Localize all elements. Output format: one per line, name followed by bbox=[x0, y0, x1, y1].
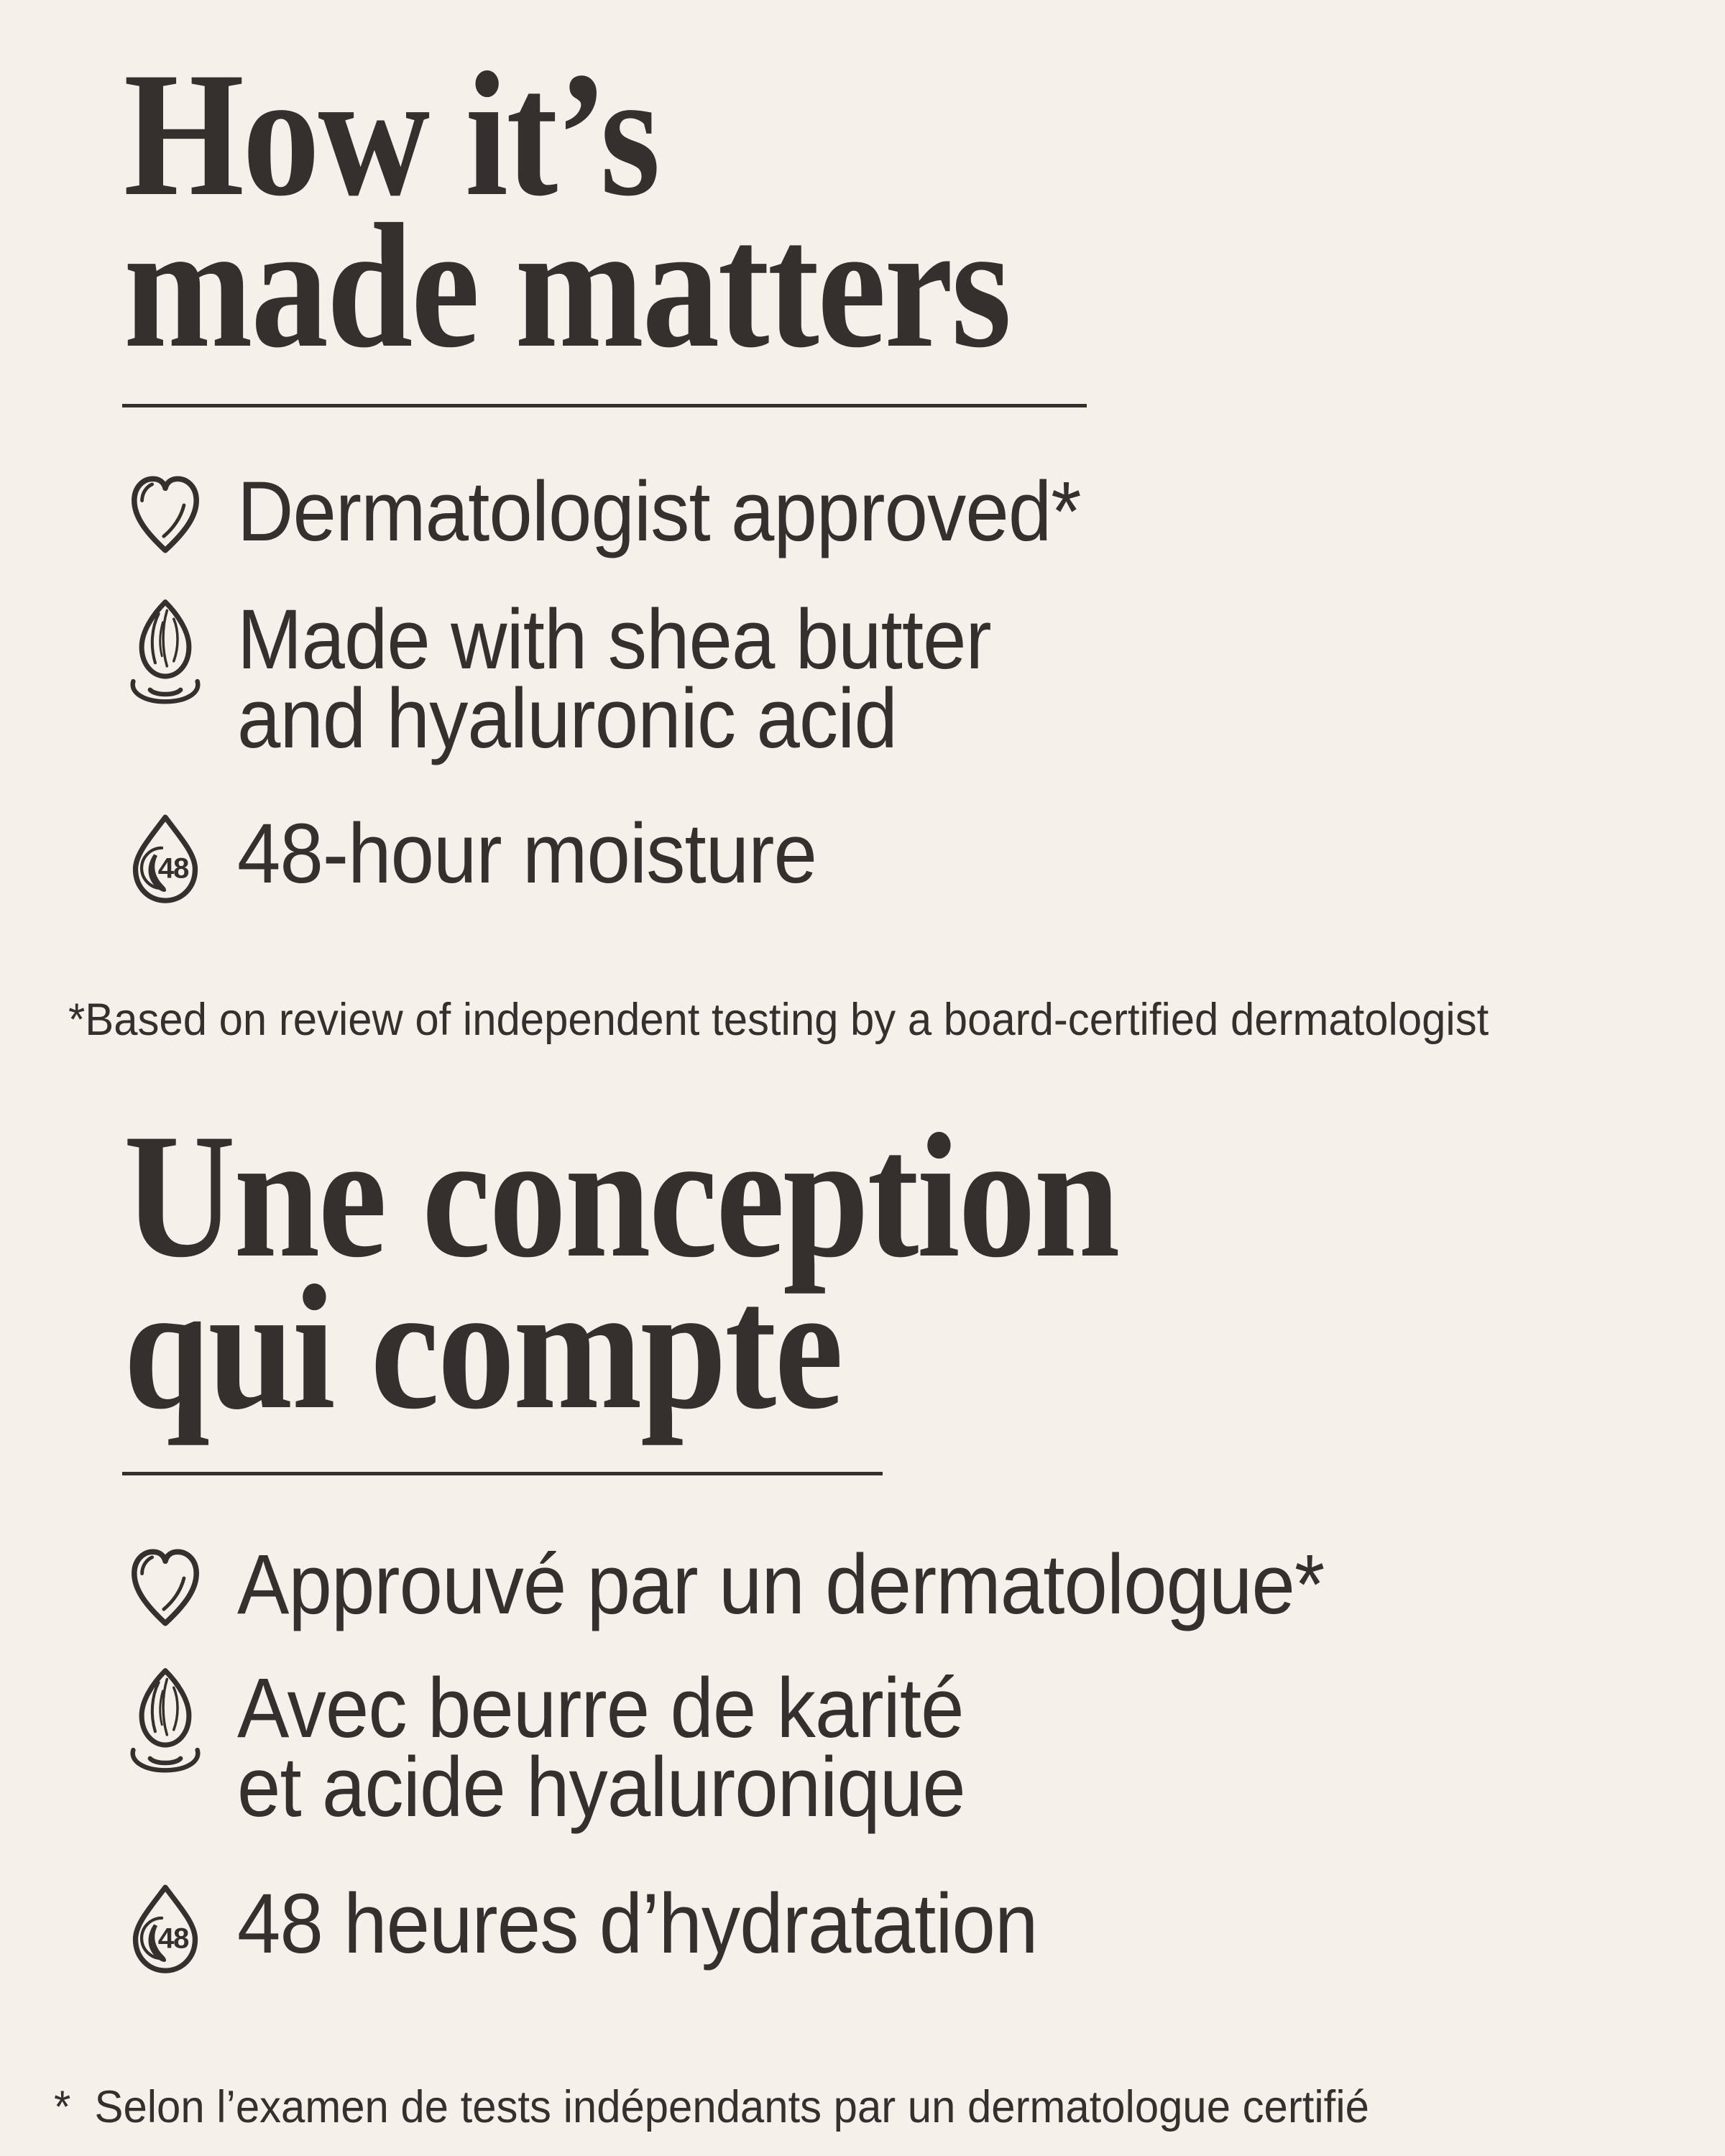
feature-row bbox=[119, 1661, 1029, 1835]
feature-row bbox=[119, 464, 1154, 559]
title-line: qui compte bbox=[124, 1248, 842, 1446]
badge-48: 48 bbox=[157, 852, 189, 885]
section-title-fr bbox=[124, 1097, 1118, 1446]
feature-row bbox=[119, 806, 867, 908]
feature-text bbox=[237, 1537, 1325, 1632]
feature-line: et acide hyaluronique bbox=[237, 1740, 965, 1835]
section-title-en bbox=[124, 35, 1010, 384]
feature-row bbox=[119, 592, 1057, 766]
footnote-fr: * Selon l’examen de tests indépendants par un dermatologue certifié bbox=[54, 2082, 1369, 2132]
feature-line: and hyaluronic acid bbox=[237, 671, 897, 766]
title-line: How it’s bbox=[124, 35, 659, 233]
feature-text bbox=[237, 1661, 965, 1835]
feature-line: Avec beurre de karité bbox=[237, 1661, 964, 1756]
divider-rule bbox=[122, 1472, 883, 1475]
badge-48: 48 bbox=[157, 1922, 189, 1955]
feature-line: Approuvé par un dermatologue* bbox=[237, 1537, 1325, 1632]
feature-line: 48 heures d’hydratation bbox=[237, 1876, 1038, 1971]
title-line: Une conception bbox=[124, 1097, 1118, 1294]
feature-text bbox=[237, 592, 991, 766]
title-line: made matters bbox=[124, 187, 1010, 384]
feature-line: Made with shea butter bbox=[237, 592, 991, 687]
feature-text bbox=[237, 464, 1081, 559]
feature-row bbox=[119, 1537, 1419, 1632]
feature-row bbox=[119, 1876, 1107, 1978]
divider-rule bbox=[122, 404, 1087, 407]
48-hour-droplet-icon bbox=[119, 813, 212, 908]
shea-butter-icon bbox=[119, 1667, 212, 1774]
48-hour-droplet-icon bbox=[119, 1883, 212, 1978]
footnote-en: *Based on review of independent testing by a board-certified dermatologist bbox=[68, 995, 1489, 1045]
feature-text bbox=[237, 1876, 1038, 1971]
heart-icon bbox=[119, 1544, 212, 1631]
shea-butter-icon bbox=[119, 599, 212, 705]
feature-line: Dermatologist approved* bbox=[237, 464, 1081, 559]
feature-text bbox=[237, 806, 816, 901]
feature-line: 48-hour moisture bbox=[237, 806, 816, 901]
heart-icon bbox=[119, 471, 212, 558]
